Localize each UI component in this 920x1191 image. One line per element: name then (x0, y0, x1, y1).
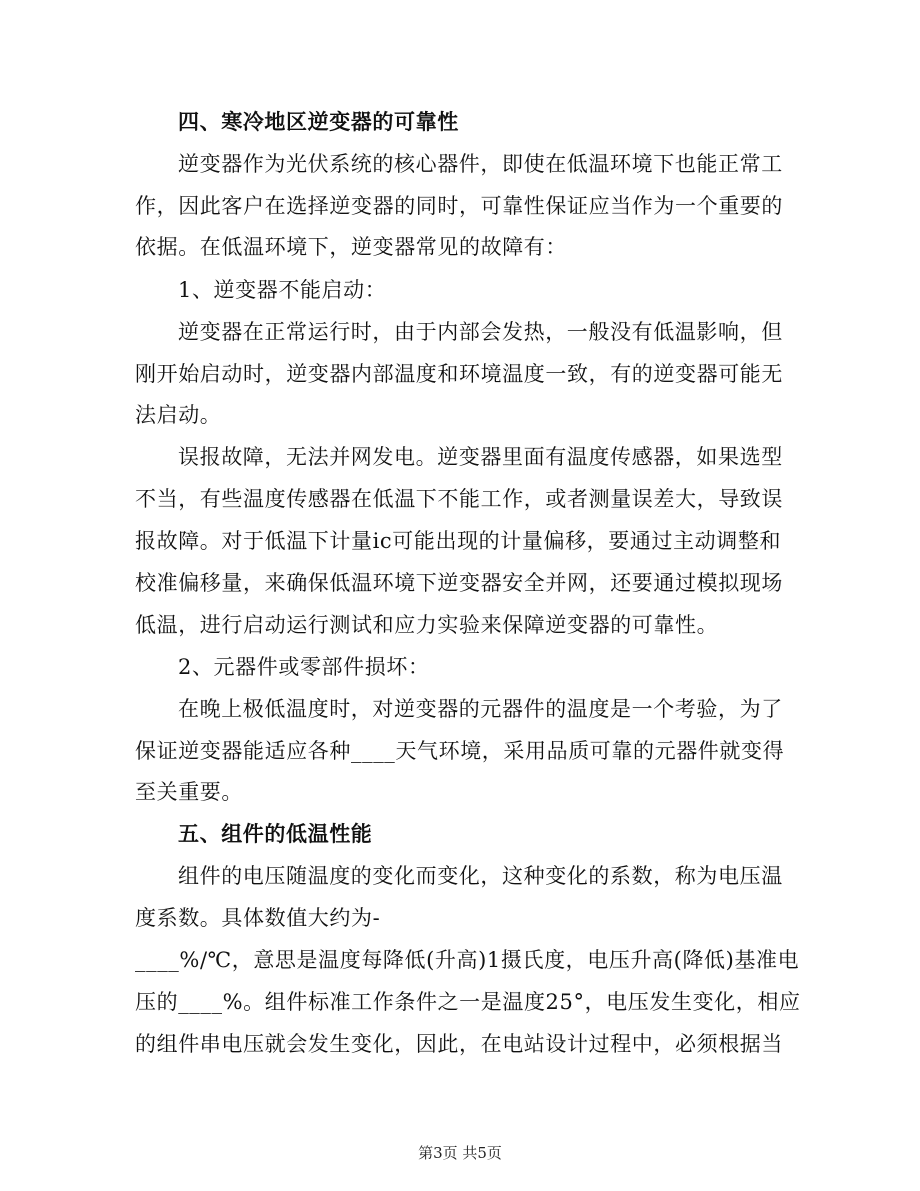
section-heading-four: 四、寒冷地区逆变器的可靠性 (178, 109, 459, 134)
paragraph-line: 法启动。 (135, 403, 222, 427)
paragraph-line: 至关重要。 (135, 780, 243, 804)
paragraph-line: 误报故障，无法并网发电。逆变器里面有温度传感器，如果选型 (178, 445, 783, 469)
paragraph-line: 低温，进行启动运行测试和应力实验来保障逆变器的可靠性。 (135, 613, 719, 637)
page-number-footer: 第3页 共5页 (418, 1144, 502, 1162)
paragraph-line: 校准偏移量，来确保低温环境下逆变器安全并网，还要通过模拟现场 (135, 571, 783, 595)
section-heading-five: 五、组件的低温性能 (178, 821, 373, 846)
paragraph-line: 作，因此客户在选择逆变器的同时，可靠性保证应当作为一个重要的 (135, 194, 783, 218)
paragraph-line: 刚开始启动时，逆变器内部温度和环境温度一致，有的逆变器可能无 (135, 362, 783, 386)
paragraph-line: ____%/℃，意思是温度每降低(升高)1摄氏度，电压升高(降低)基准电 (135, 948, 800, 972)
paragraph-line: 压的____%。组件标准工作条件之一是温度25°，电压发生变化，相应 (135, 990, 801, 1014)
paragraph-line: 保证逆变器能适应各种____天气环境，采用品质可靠的元器件就变得 (135, 739, 785, 763)
item-title-2: 2、元器件或零部件损坏： (178, 655, 430, 679)
paragraph-line: 不当，有些温度传感器在低温下不能工作，或者测量误差大，导致误 (135, 487, 783, 511)
paragraph-line: 组件的电压随温度的变化而变化，这种变化的系数，称为电压温 (178, 864, 783, 888)
paragraph-line: 度系数。具体数值大约为- (135, 906, 381, 930)
paragraph-line: 在晚上极低温度时，对逆变器的元器件的温度是一个考验，为了 (178, 697, 783, 721)
paragraph-line: 逆变器作为光伏系统的核心器件，即使在低温环境下也能正常工 (178, 152, 783, 176)
paragraph-line: 依据。在低温环境下，逆变器常见的故障有： (135, 235, 567, 259)
paragraph-line: 的组件串电压就会发生变化，因此，在电站设计过程中，必须根据当 (135, 1032, 783, 1056)
item-title-1: 1、逆变器不能启动： (178, 278, 387, 302)
paragraph-line: 逆变器在正常运行时，由于内部会发热，一般没有低温影响，但 (178, 320, 783, 344)
paragraph-line: 报故障。对于低温下计量ic可能出现的计量偏移，要通过主动调整和 (135, 529, 782, 553)
